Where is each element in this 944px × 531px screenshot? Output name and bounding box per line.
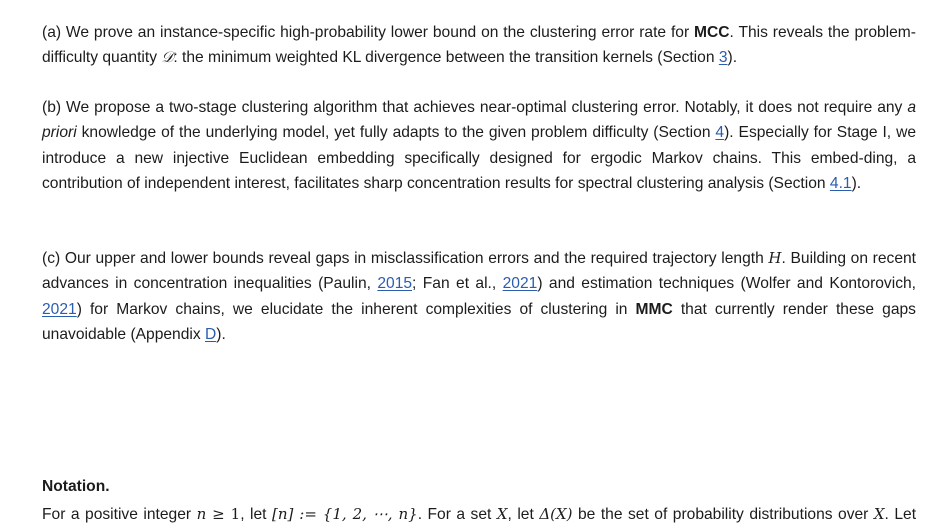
a-priori-term: a priori [42, 99, 916, 142]
contribution-c-paragraph: (c) Our upper and lower bounds reveal gaps in misclassification errors and the required trajectory length H. Building on recent advances in concentration inequalities (Paulin, 2015; Fan et al., 2021) and estimation techniques (Wolfer and Kontorovich, 2021) for Markov chains, we elucidate the inherent complexities of clustering in MMC that currently render these gaps unavoidable (Appendix D). [42, 249, 917, 343]
notation-paragraph: For a positive integer n ≥ 1, let [n] := {1, 2, ⋯, n}. For a set X, let Δ(X) be the set of probability distributions over X. Let [42, 505, 917, 523]
trajectory-length-symbol: H [768, 249, 782, 267]
difficulty-symbol: 𝒟 [161, 48, 174, 67]
appendix-d-link[interactable]: D [205, 325, 217, 343]
contribution-a-paragraph: (a) We prove an instance-specific high-probability lower bound on the clustering error rate for MCC. This reveals the problem-difficulty quantity 𝒟: the minimum weighted KL divergence between the transition kernels (Section 3). [42, 24, 916, 67]
section-4-1-link[interactable]: 4.1 [829, 174, 852, 192]
mcc-term: MCC [694, 24, 730, 41]
fan-2021-citation-link[interactable]: 2021 [502, 275, 538, 293]
wolfer-2021-citation-link[interactable]: 2021 [42, 300, 77, 318]
notation-heading: Notation. [42, 478, 110, 495]
contribution-b-paragraph: (b) We propose a two-stage clustering algorithm that achieves near-optimal clustering error. Notably, it does not require any a priori knowledge of the underlying model, yet fully adapts to the given problem difficulty (Section 4). Especially for Stage I, we introduce a new injective Euclidean embedding specifically designed for ergodic Markov chains. This embed-ding, a contribution of independent interest, facilitates sharp concentration results for spectral clustering analysis (Section 4.1). [42, 99, 916, 192]
paulin-2015-citation-link[interactable]: 2015 [377, 275, 413, 293]
section-3-link[interactable]: 3 [718, 49, 728, 67]
mmc-term: MMC [635, 300, 673, 318]
section-4-link[interactable]: 4 [715, 124, 725, 142]
